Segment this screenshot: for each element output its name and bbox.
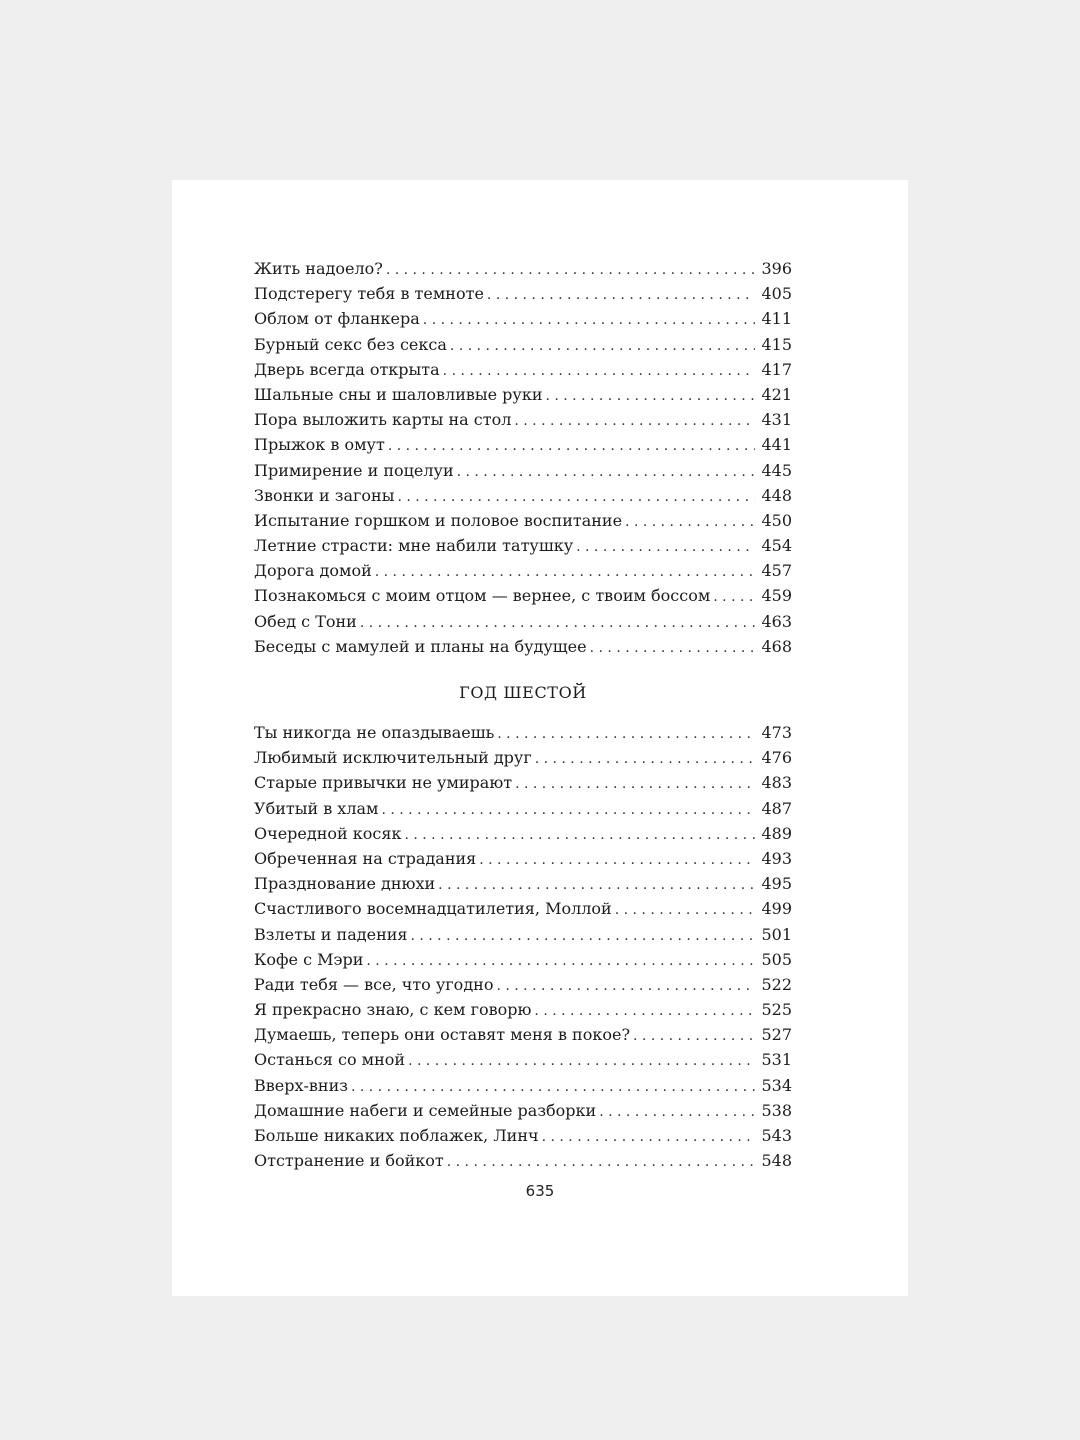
dot-leader [479, 848, 755, 873]
toc-entry-page: 483 [761, 773, 792, 793]
toc-entry-page: 396 [761, 259, 792, 278]
toc-entry-title: Взлеты и падения [254, 924, 408, 944]
toc-entry [254, 558, 792, 583]
toc-entry [254, 770, 792, 795]
toc-entry [254, 458, 792, 483]
page-number: 635 [525, 1182, 555, 1200]
toc-entry [254, 745, 792, 770]
toc-entry-page: 522 [761, 974, 792, 994]
toc-entry-page: 421 [761, 384, 792, 404]
toc-entry-title: Бурный секс без секса [254, 334, 447, 354]
dot-leader [360, 611, 756, 636]
toc-entry [254, 796, 792, 821]
toc-entry [254, 922, 792, 947]
toc-entry [254, 432, 792, 457]
toc-entry-title: Обреченная на страдания [254, 848, 477, 868]
dot-leader [576, 535, 755, 560]
dot-leader [542, 1125, 756, 1150]
toc-entry-title: Счастливого восемнадцатилетия, Моллой [254, 899, 612, 919]
toc-entry-title: Подстерегу тебя в темноте [254, 284, 484, 304]
toc-entry-title: Шальные сны и шаловливые руки [254, 384, 543, 404]
toc-entry-title: Кофе с Мэри [254, 949, 364, 969]
toc-entry-page: 405 [761, 284, 792, 304]
dot-leader [515, 772, 755, 797]
toc-entry-page: 415 [761, 334, 792, 354]
toc-entry [254, 1073, 792, 1098]
toc-entry-page: 417 [761, 359, 792, 379]
toc-entry [254, 972, 792, 997]
toc-entry [254, 1098, 792, 1123]
toc-entry [254, 821, 792, 846]
dot-leader [545, 384, 755, 409]
toc-entry-page: 505 [761, 949, 792, 969]
dot-leader [615, 898, 756, 923]
toc-entry [254, 720, 792, 745]
toc-entry-title: Познакомься с моим отцом — вернее, с твоим боссом [254, 586, 711, 606]
dot-leader [381, 798, 755, 823]
toc-entry-title: Беседы с мамулей и планы на будущее [254, 636, 587, 656]
toc-entry [254, 997, 792, 1022]
toc-entry [254, 357, 792, 382]
dot-leader [404, 823, 755, 848]
dot-leader [397, 485, 755, 510]
dot-leader [386, 258, 756, 283]
toc-entry [254, 332, 792, 357]
toc-entry-title: Испытание горшком и половое воспитание [254, 510, 623, 530]
toc-entry-page: 548 [761, 1151, 792, 1171]
toc-entry [254, 947, 792, 972]
dot-leader [410, 924, 755, 949]
toc-entry [254, 382, 792, 407]
toc-entry [254, 846, 792, 871]
toc-entry [254, 1148, 792, 1173]
toc-entry [254, 483, 792, 508]
dot-leader [457, 460, 756, 485]
toc-entry-page: 531 [761, 1050, 792, 1070]
toc-entry-title: Любимый исключительный друг [254, 748, 532, 768]
toc-entry-title: Празднование днюхи [254, 874, 436, 894]
toc-list-part2 [254, 720, 792, 1173]
table-of-contents [254, 256, 792, 1173]
toc-entry-page: 534 [761, 1075, 792, 1095]
toc-entry-title: Ради тебя — все, что угодно [254, 974, 494, 994]
toc-entry [254, 407, 792, 432]
toc-entry-page: 450 [761, 510, 792, 530]
toc-entry-title: Обед с Тони [254, 611, 357, 631]
dot-leader [496, 974, 755, 999]
toc-entry [254, 281, 792, 306]
dot-leader [590, 636, 756, 661]
toc-entry [254, 306, 792, 331]
toc-entry-page: 501 [761, 924, 792, 944]
dot-leader [447, 1150, 756, 1175]
toc-entry-page: 527 [761, 1025, 792, 1045]
toc-entry-page: 441 [761, 435, 792, 455]
toc-entry-page: 411 [761, 309, 792, 329]
toc-entry-page: 463 [761, 611, 792, 631]
toc-entry [254, 634, 792, 659]
toc-entry-title: Пора выложить карты на стол [254, 410, 512, 430]
toc-entry-title: Вверх-вниз [254, 1075, 348, 1095]
toc-entry-title: Больше никаких поблажек, Линч [254, 1126, 539, 1145]
toc-entry-page: 431 [761, 410, 792, 430]
dot-leader [438, 873, 755, 898]
toc-entry-title: Я прекрасно знаю, с кем говорю [254, 1000, 532, 1020]
toc-entry-page: 543 [761, 1126, 792, 1145]
toc-entry-title: Очередной косяк [254, 823, 402, 843]
toc-entry [254, 1022, 792, 1047]
toc-entry-title: Домашние набеги и семейные разборки [254, 1100, 597, 1120]
toc-entry [254, 1123, 792, 1148]
toc-entry [254, 871, 792, 896]
toc-entry-page: 445 [761, 460, 792, 480]
toc-entry-page: 499 [761, 899, 792, 919]
toc-entry-title: Жить надоело? [254, 259, 383, 278]
toc-entry-title: Звонки и загоны [254, 485, 395, 505]
toc-entry-page: 487 [761, 798, 792, 818]
toc-entry-page: 448 [761, 485, 792, 505]
toc-entry [254, 533, 792, 558]
toc-entry-page: 473 [761, 723, 792, 742]
toc-entry-title: Убитый в хлам [254, 798, 379, 818]
dot-leader [497, 722, 755, 747]
toc-entry-page: 493 [761, 848, 792, 868]
dot-leader [423, 308, 756, 333]
toc-entry-title: Примирение и поцелуи [254, 460, 454, 480]
dot-leader [443, 359, 756, 384]
dot-leader [351, 1075, 755, 1100]
toc-entry [254, 896, 792, 921]
toc-entry-title: Ты никогда не опаздываешь [254, 723, 495, 742]
dot-leader [487, 283, 756, 308]
dot-leader [450, 334, 756, 359]
toc-entry [254, 508, 792, 533]
dot-leader [375, 560, 756, 585]
toc-entry-title: Старые привычки не умирают [254, 773, 513, 793]
dot-leader [514, 409, 755, 434]
toc-entry-page: 525 [761, 1000, 792, 1020]
toc-entry-page: 489 [761, 823, 792, 843]
toc-entry-title: Облом от фланкера [254, 309, 420, 329]
toc-entry-title: Отстранение и бойкот [254, 1151, 444, 1171]
toc-entry [254, 609, 792, 634]
section-heading: ГОД ШЕСТОЙ [459, 683, 587, 702]
toc-entry [254, 1047, 792, 1072]
toc-entry-title: Дверь всегда открыта [254, 359, 440, 379]
dot-leader [535, 747, 756, 772]
toc-entry-page: 538 [761, 1100, 792, 1120]
dot-leader [713, 585, 755, 610]
toc-entry-title: Останься со мной [254, 1050, 406, 1070]
dot-leader [388, 434, 756, 459]
toc-entry-title: Дорога домой [254, 561, 372, 581]
toc-list-part1 [254, 256, 792, 659]
toc-entry-page: 495 [761, 874, 792, 894]
dot-leader [366, 949, 755, 974]
toc-entry-page: 459 [761, 586, 792, 606]
toc-entry-title: Думаешь, теперь они оставят меня в покое? [254, 1025, 631, 1045]
toc-entry [254, 256, 792, 281]
dot-leader [633, 1024, 755, 1049]
toc-entry-page: 454 [761, 536, 792, 556]
toc-entry [254, 583, 792, 608]
dot-leader [534, 999, 755, 1024]
toc-entry-page: 457 [761, 561, 792, 581]
toc-entry-page: 468 [761, 636, 792, 656]
toc-entry-title: Прыжок в омут [254, 435, 385, 455]
dot-leader [625, 510, 755, 535]
dot-leader [408, 1049, 755, 1074]
toc-entry-title: Летние страсти: мне набили татушку [254, 536, 574, 556]
dot-leader [599, 1100, 755, 1125]
toc-entry-page: 476 [761, 748, 792, 768]
book-page [172, 180, 908, 1296]
